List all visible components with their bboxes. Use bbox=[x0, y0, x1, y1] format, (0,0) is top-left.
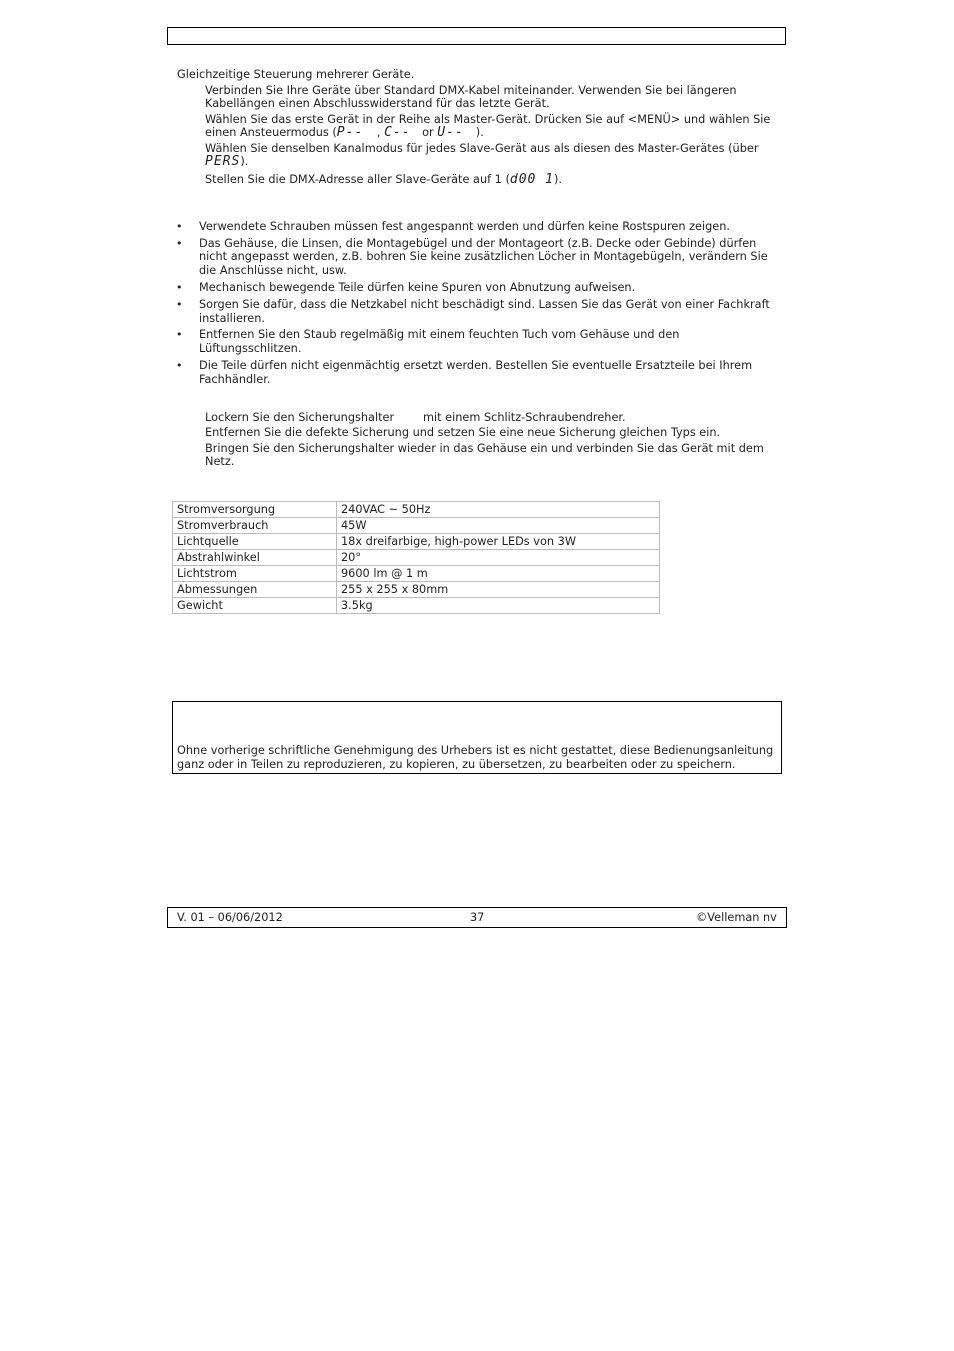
multi-heading: Gleichzeitige Steuerung mehrerer Geräte. bbox=[177, 68, 415, 81]
footer-page-number: 37 bbox=[470, 911, 485, 924]
spec-key: Stromverbrauch bbox=[173, 518, 337, 534]
spec-key: Gewicht bbox=[173, 598, 337, 614]
maint-b2-line3: die Anschlüsse nicht, usw. bbox=[199, 264, 347, 277]
fuse-step1b: mit einem Schlitz-Schraubendreher. bbox=[423, 411, 626, 424]
bullet-dot bbox=[176, 359, 183, 373]
footer-version: V. 01 – 06/06/2012 bbox=[177, 911, 283, 924]
fuse-step1a: Lockern Sie den Sicherungshalter bbox=[205, 411, 395, 424]
maint-b4-line1: Sorgen Sie dafür, dass die Netzkabel nicht beschädigt sind. Lassen Sie das Gerät von einer Fachkraft bbox=[199, 298, 770, 311]
table-row bbox=[173, 598, 660, 614]
spec-key: Lichtquelle bbox=[173, 534, 337, 550]
spec-value: 20° bbox=[337, 550, 660, 566]
table-row bbox=[173, 566, 660, 582]
spec-value: 45W bbox=[337, 518, 660, 534]
multi-step2-pre: einen Ansteuermodus ( bbox=[205, 126, 337, 139]
maint-b2-line1: Das Gehäuse, die Linsen, die Montagebügel und der Montageort (z.B. Decke oder Gebinde) dürfen bbox=[199, 237, 757, 250]
footer-brand: ©Velleman nv bbox=[696, 911, 777, 924]
bullet-dot bbox=[176, 281, 183, 295]
sep-comma: , bbox=[373, 126, 381, 139]
table-row bbox=[173, 502, 660, 518]
copyright-line1: Ohne vorherige schriftliche Genehmigung des Urhebers ist es nicht gestattet, diese Bedienungsanleitung bbox=[177, 744, 774, 757]
multi-step3-line2 bbox=[205, 155, 248, 169]
spec-value: 9600 lm @ 1 m bbox=[337, 566, 660, 582]
multi-step2-line1: Wählen Sie das erste Gerät in der Reihe als Master-Gerät. Drücken Sie auf <MENÜ> und wählen Sie bbox=[205, 113, 771, 126]
lcd-u-mode: U-- bbox=[437, 125, 464, 140]
lcd-p-mode: P-- bbox=[336, 125, 364, 140]
spec-value: 240VAC ~ 50Hz bbox=[337, 502, 660, 518]
maint-b3: Mechanisch bewegende Teile dürfen keine Spuren von Abnutzung aufweisen. bbox=[199, 281, 636, 294]
multi-step3-post: ). bbox=[240, 155, 249, 168]
bullet-dot bbox=[176, 220, 183, 234]
table-row bbox=[173, 550, 660, 566]
lcd-c-mode: C-- bbox=[384, 125, 411, 140]
table-row bbox=[173, 534, 660, 550]
fuse-step3-line1: Bringen Sie den Sicherungshalter wieder in das Gehäuse ein und verbinden Sie das Gerät mit dem bbox=[205, 442, 764, 455]
fuse-step3-line2: Netz. bbox=[205, 455, 235, 468]
sep-or: or bbox=[418, 126, 434, 139]
spec-value: 18x dreifarbige, high-power LEDs von 3W bbox=[337, 534, 660, 550]
maint-b5-line2: Lüftungsschlitzen. bbox=[199, 342, 302, 355]
bullet-dot bbox=[176, 298, 183, 312]
multi-step4-pre: Stellen Sie die DMX-Adresse aller Slave-Geräte auf 1 ( bbox=[205, 173, 510, 186]
multi-step1-line1: Verbinden Sie Ihre Geräte über Standard DMX-Kabel miteinander. Verwenden Sie bei längeren bbox=[205, 84, 737, 97]
multi-step2-post: ). bbox=[475, 126, 484, 139]
multi-step4-post: ). bbox=[554, 173, 563, 186]
maint-b4-line2: installieren. bbox=[199, 312, 265, 325]
spec-key: Lichtstrom bbox=[173, 566, 337, 582]
maint-b2-line2: nicht angepasst werden, z.B. bohren Sie keine zusätzlichen Löcher in Montagebügeln, verändern Sie bbox=[199, 250, 768, 263]
maint-b6-line1: Die Teile dürfen nicht eigenmächtig ersetzt werden. Bestellen Sie eventuelle Ersatzteile bei Ihrem bbox=[199, 359, 753, 372]
multi-step1-line2: Kabellängen einen Abschlusswiderstand für das letzte Gerät. bbox=[205, 97, 550, 110]
fuse-step2: Entfernen Sie die defekte Sicherung und setzen Sie eine neue Sicherung gleichen Typs ein. bbox=[205, 426, 721, 439]
spec-key: Abmessungen bbox=[173, 582, 337, 598]
multi-step2-line2 bbox=[205, 126, 484, 140]
table-row bbox=[173, 582, 660, 598]
lcd-d001: d00 1 bbox=[509, 172, 555, 187]
lcd-pers: PERS bbox=[205, 154, 241, 169]
copyright-line2: ganz oder in Teilen zu reproduzieren, zu kopieren, zu übersetzen, zu bearbeiten oder zu speichern. bbox=[177, 758, 736, 771]
maint-b1: Verwendete Schrauben müssen fest angespannt werden und dürfen keine Rostspuren zeigen. bbox=[199, 220, 730, 233]
multi-step3-line1: Wählen Sie denselben Kanalmodus für jedes Slave-Gerät aus als diesen des Master-Gerätes (über bbox=[205, 142, 759, 155]
maint-b5-line1: Entfernen Sie den Staub regelmäßig mit einem feuchten Tuch vom Gehäuse und den bbox=[199, 328, 680, 341]
maint-b6-line2: Fachhändler. bbox=[199, 373, 271, 386]
multi-step4 bbox=[205, 173, 562, 187]
spec-key: Abstrahlwinkel bbox=[173, 550, 337, 566]
bullet-dot bbox=[176, 328, 183, 342]
table-row bbox=[173, 518, 660, 534]
header-box bbox=[167, 27, 786, 45]
spec-value: 3.5kg bbox=[337, 598, 660, 614]
spec-table bbox=[172, 501, 660, 614]
spec-key: Stromversorgung bbox=[173, 502, 337, 518]
bullet-dot bbox=[176, 237, 183, 251]
spec-value: 255 x 255 x 80mm bbox=[337, 582, 660, 598]
